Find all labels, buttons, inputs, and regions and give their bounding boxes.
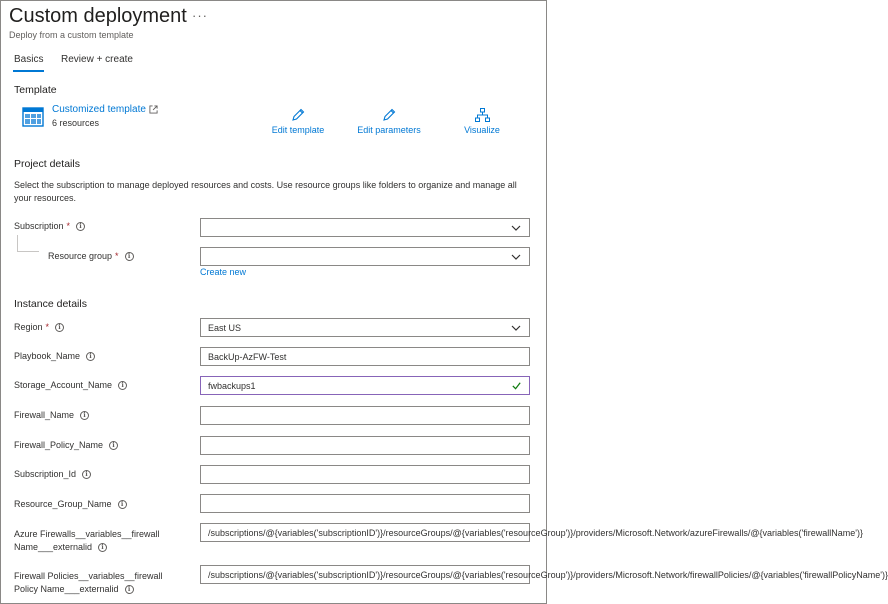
chevron-down-icon <box>510 222 522 234</box>
resource-group-name-label-text: Resource_Group_Name <box>14 499 112 509</box>
firewall-policy-name-input[interactable] <box>200 436 530 455</box>
firewall-policies-externalid-value: /subscriptions/@{variables('subscriptionID')}/resourceGroups/@{variables('resourceGroup')}/providers/Microsoft.Network/firewallPolicies/@{variables('firewallPolicyName')} <box>208 569 888 580</box>
resource-group-name-label <box>14 499 127 509</box>
region-label-text: Region <box>14 322 43 332</box>
page-subtitle: Deploy from a custom template <box>9 30 134 40</box>
info-icon[interactable]: i <box>82 470 91 479</box>
info-icon[interactable]: i <box>55 323 64 332</box>
template-heading: Template <box>14 84 57 96</box>
tab-basics[interactable]: Basics <box>14 54 44 65</box>
resource-group-name-input[interactable] <box>200 494 530 513</box>
azure-firewalls-externalid-value: /subscriptions/@{variables('subscriptionID')}/resourceGroups/@{variables('resourceGroup')}/providers/Microsoft.Network/azureFirewalls/@{variables('firewallName')} <box>208 527 863 538</box>
azure-firewalls-externalid-input[interactable] <box>200 523 863 542</box>
subscription-dropdown[interactable] <box>200 218 530 237</box>
resource-group-dropdown[interactable] <box>200 247 530 266</box>
subscription-label <box>14 221 85 231</box>
pencil-icon <box>352 108 426 122</box>
playbook-name-input[interactable] <box>200 347 530 366</box>
subscription-id-label <box>14 469 91 479</box>
resource-group-label <box>48 251 134 261</box>
info-icon[interactable]: i <box>86 352 95 361</box>
required-marker: * <box>115 251 119 261</box>
info-icon[interactable]: i <box>80 411 89 420</box>
storage-account-name-label <box>14 380 127 390</box>
active-tab-indicator <box>13 70 44 72</box>
firewall-policies-externalid-label-line2: Policy Name___externalid <box>14 584 119 594</box>
hierarchy-icon <box>458 108 506 122</box>
info-icon[interactable]: i <box>98 543 107 552</box>
firewall-name-label <box>14 410 89 420</box>
firewall-policies-externalid-input[interactable] <box>200 565 888 584</box>
required-marker: * <box>45 322 50 332</box>
playbook-name-value: BackUp-AzFW-Test <box>208 351 287 362</box>
more-options-button[interactable]: ··· <box>192 8 208 23</box>
info-icon[interactable]: i <box>118 381 127 390</box>
info-icon[interactable]: i <box>118 500 127 509</box>
visualize-button[interactable] <box>458 108 506 135</box>
edit-parameters-label: Edit parameters <box>357 125 421 135</box>
firewall-policies-externalid-label <box>14 570 163 596</box>
azure-firewalls-externalid-label <box>14 528 160 554</box>
storage-account-name-label-text: Storage_Account_Name <box>14 380 113 390</box>
external-link-icon <box>149 105 158 114</box>
visualize-label: Visualize <box>464 125 500 135</box>
required-marker: * <box>66 221 71 231</box>
firewall-policy-name-label-text: Firewall_Policy_Name <box>14 440 104 450</box>
subscription-id-input[interactable] <box>200 465 530 484</box>
playbook-name-label <box>14 351 95 361</box>
chevron-down-icon <box>510 251 522 263</box>
template-icon <box>22 107 44 132</box>
info-icon[interactable]: i <box>76 222 85 231</box>
edit-template-button[interactable] <box>266 108 330 135</box>
info-icon[interactable]: i <box>125 585 134 594</box>
edit-template-label: Edit template <box>271 125 325 135</box>
subscription-id-label-text: Subscription_Id <box>14 469 77 479</box>
firewall-name-input[interactable] <box>200 406 530 425</box>
customized-template-link[interactable] <box>52 104 158 115</box>
tree-connector <box>17 235 39 252</box>
create-new-link[interactable]: Create new <box>200 267 247 277</box>
info-icon[interactable]: i <box>125 252 134 261</box>
pencil-icon <box>266 108 330 122</box>
storage-account-name-input[interactable] <box>200 376 530 395</box>
tab-review-create[interactable]: Review + create <box>61 54 133 65</box>
instance-details-heading: Instance details <box>14 298 87 310</box>
region-value: East US <box>208 322 242 333</box>
project-details-description: Select the subscription to manage deployed resources and costs. Use resource groups like folders to organize and manage all your resources. <box>14 180 517 203</box>
project-details-heading: Project details <box>14 158 80 170</box>
customized-template-label: Customized template <box>52 104 146 115</box>
edit-parameters-button[interactable] <box>352 108 426 135</box>
azure-firewalls-externalid-label-line1: Azure Firewalls__variables__firewall <box>14 529 160 539</box>
storage-account-name-value: fwbackups1 <box>208 380 256 391</box>
firewall-policies-externalid-label-line1: Firewall Policies__variables__firewall <box>14 571 163 581</box>
firewall-name-label-text: Firewall_Name <box>14 410 75 420</box>
subscription-label-text: Subscription <box>14 221 64 231</box>
firewall-policy-name-label <box>14 440 118 450</box>
chevron-down-icon <box>510 322 522 334</box>
region-dropdown[interactable] <box>200 318 530 337</box>
template-resource-count: 6 resources <box>52 118 100 128</box>
playbook-name-label-text: Playbook_Name <box>14 351 81 361</box>
checkmark-icon <box>511 380 522 391</box>
azure-firewalls-externalid-label-line2: Name___externalid <box>14 542 93 552</box>
region-label <box>14 322 64 332</box>
resource-group-label-text: Resource group <box>48 251 113 261</box>
page-title: Custom deployment <box>9 5 187 27</box>
info-icon[interactable]: i <box>109 441 118 450</box>
